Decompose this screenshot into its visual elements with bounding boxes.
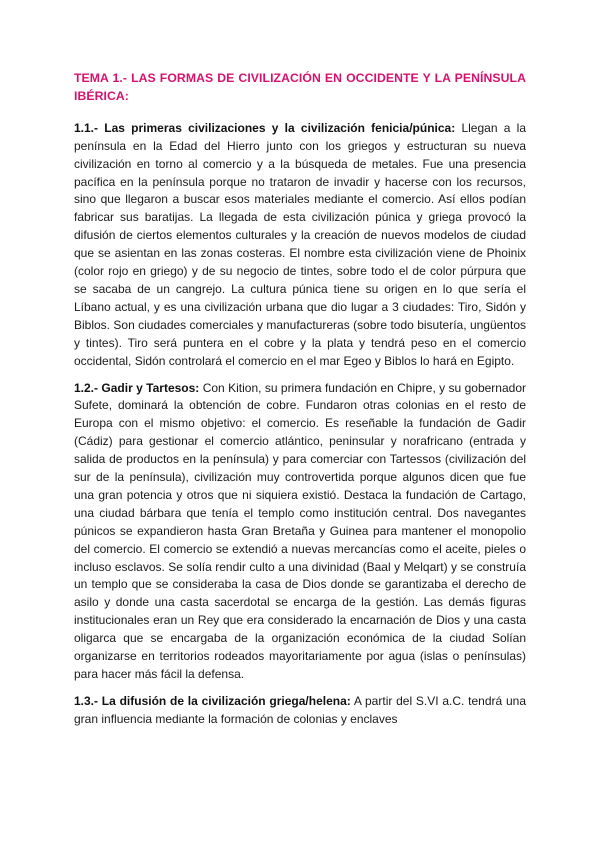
section-1-1 [74, 120, 526, 371]
section-1-3 [74, 693, 526, 729]
section-body: Con Kition, su primera fundación en Chipre, y su gobernador Sufete, dominará la obtención de cobre. Fundaron otras colonias en el resto de Europa con el mismo objetivo: el comercio. Es reseñable la fundación de Gadir (Cádiz) para gestionar el comercio atlántico, peninsular y norafricano (entrada y salida de productos en la península) y para comerciar con Tartessos (civilización del sur de la península), civilización muy controvertida porque algunos dicen que fue una gran potencia y otros que ni siquiera existió. Destaca la fundación de Cartago, una ciudad bárbara que tenía el templo como institución central. Dos navegantes púnicos se expandieron hasta Gran Bretaña y Guinea para mantener el monopolio del comercio. El comercio se extendió a nuevas mercancías como el aceite, pieles o incluso esclavos. Se solía rendir culto a una divinidad (Baal y Melqart) y se construía un templo que se consideraba la casa de Dios donde se garantizaba el derecho de asilo y donde una casta sacerdotal se encarga de la gestión. Las demás figuras institucionales eran un Rey que era considerado la encarnación de Dios y una casta oligarca que se encargaba de la organización económica de la ciudad Solían organizarse en territorios rodeados mayoritariamente por agua (islas o penínsulas) para hacer más fácil la defensa. [74, 380, 526, 681]
section-body: Llegan a la península en la Edad del Hierro junto con los griegos y estructuran su nueva civilización en torno al comercio y a la búsqueda de metales. Fue una presencia pacífica en la península porque no trataron de invadir y hacerse con los recursos, sino que llegaron a buscar esos materiales mediante el comercio. Así ellos podían fabricar sus baratijas. La llegada de esta civilización púnica y griega provocó la difusión de ciertos elementos culturales y la creación de nuevos modelos de ciudad que se asientan en las zonas costeras. El nombre esta civilización viene de Phoinix (color rojo en griego) y de su negocio de tintes, sobre todo el de color púrpura que se sacaba de un cangrejo. La cultura púnica tiene su origen en lo que sería el Líbano actual, y es una civilización urbana que dio lugar a 3 ciudades: Tiro, Sidón y Biblos. Son ciudades comerciales y manufactureras (sobre todo bisutería, ungüentos y tintes). Tiro será puntera en el cobre y la plata y tendrá peso en el comercio occidental, Sidón controlará el comercio en el mar Egeo y Biblos lo hará en Egipto. [74, 120, 526, 368]
section-heading: 1.1.- Las primeras civilizaciones y la civilización fenicia/púnica: [74, 120, 456, 135]
section-heading: 1.2.- Gadir y Tartesos: [74, 380, 200, 395]
section-heading: 1.3.- La difusión de la civilización griega/helena: [74, 693, 351, 708]
section-body: A partir del S.VI a.C. tendrá una gran influencia mediante la formación de colonias y enclaves [74, 693, 527, 726]
section-1-2 [74, 380, 526, 684]
document-title: TEMA 1.- LAS FORMAS DE CIVILIZACIÓN EN OCCIDENTE Y LA PENÍNSULA IBÉRICA: [74, 71, 526, 103]
document-page [74, 70, 526, 738]
